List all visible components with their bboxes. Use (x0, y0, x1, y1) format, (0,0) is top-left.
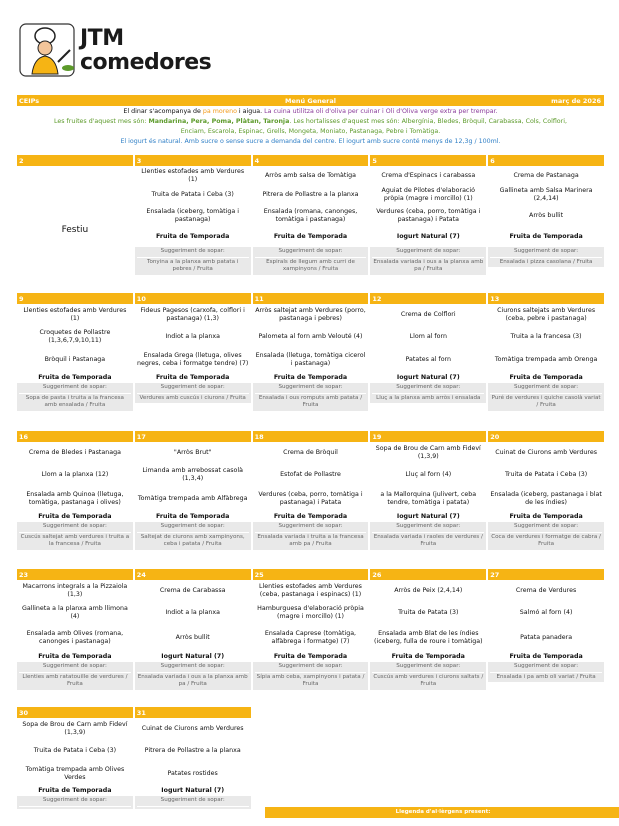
day-cell (370, 431, 486, 569)
suggestion-text: Llenties amb ratatouille de verdures / Fruita (22, 673, 128, 687)
week-row (17, 293, 604, 431)
dinner-suggestion (253, 522, 369, 550)
day-number: 12 (370, 293, 486, 304)
dessert: Iogurt Natural (7) (396, 374, 460, 381)
week-row (17, 569, 604, 707)
note-line-4: El iogurt és natural. Amb sucre o sense sucre a demanda del centre. El iogurt amb sucre conté menys de 12,3g / 100ml. (120, 138, 501, 145)
dessert: Iogurt Natural (7) (161, 787, 225, 794)
first-course: Fideus Pagesos (carxofa, colflori i pastanaga) (1,3) (140, 307, 245, 322)
suggestion-label: Suggeriment de sopar: (137, 797, 249, 807)
day-number: 31 (135, 707, 251, 718)
day-number: 5 (370, 155, 486, 166)
day-number: 16 (17, 431, 133, 442)
first-course: Crema de Carabassa (159, 587, 226, 594)
day-number: 17 (135, 431, 251, 442)
logo-title: JTM (80, 26, 124, 51)
first-course: Crema de Pastanaga (513, 171, 579, 179)
day-cell (17, 569, 133, 707)
suggestion-text: Tonyina a la planxa amb patata i pebres / Fruita (147, 258, 239, 272)
day-number: 10 (135, 293, 251, 304)
side-dish: Ensalada (iceberg, tomàtiga i pastanaga) (146, 208, 239, 223)
side-dish: Ensalada Grega (lletuga, olives negres, ceba i formatge tendre) (7) (137, 352, 249, 367)
suggestion-text: Ensalada i ous romputs amb patata / Fruita (258, 394, 363, 408)
first-course: Macarrons integrals a la Pizzaiola (1,3) (22, 583, 128, 598)
suggestion-label: Suggeriment de sopar: (490, 384, 602, 394)
dinner-suggestion (370, 522, 486, 550)
suggestion-label: Suggeriment de sopar: (372, 384, 484, 394)
suggestion-label: Suggeriment de sopar: (137, 663, 249, 673)
dinner-suggestion (135, 796, 251, 809)
suggestion-text (137, 807, 249, 808)
dessert: Fruita de Temporada (509, 233, 583, 240)
first-course: Crema de Colflori (400, 311, 456, 318)
first-course: Arròs de Peix (2,4,14) (394, 587, 463, 594)
holiday-label: Festiu (61, 224, 89, 235)
dessert: Iogurt Natural (7) (396, 513, 460, 520)
side-dish: Ensalada amb Quinoa (lletuga, tomàtiga, pastanaga i olives) (26, 491, 124, 506)
logo (18, 22, 212, 86)
dessert: Fruita de Temporada (509, 653, 583, 660)
week-row (17, 431, 604, 569)
logo-subtitle: comedores (80, 50, 212, 75)
dessert: Fruita de Temporada (509, 513, 583, 520)
dessert: Fruita de Temporada (156, 233, 230, 240)
suggestion-label: Suggeriment de sopar: (372, 663, 484, 673)
note-text: El dinar s'acompanya de (123, 108, 203, 115)
day-cell (17, 431, 133, 569)
suggestion-label: Suggeriment de sopar: (255, 523, 367, 533)
dinner-suggestion (253, 247, 369, 275)
side-dish: Verdures (ceba, porro, tomàtiga i pastanaga) i Patata (376, 208, 481, 223)
day-number: 13 (488, 293, 604, 304)
second-course: Indiot a la planxa (165, 609, 220, 616)
day-cell (488, 569, 604, 707)
first-course: Llenties estofades amb Verdures (ceba, pastanaga i espinacs) (1) (259, 583, 362, 598)
suggestion-text: Saltejat de ciurons amb xampinyons, ceba i patata / Fruita (140, 533, 245, 547)
dinner-suggestion (488, 662, 604, 682)
first-course: Ciurons saltejats amb Verdures (ceba, pebre i pastanaga) (497, 307, 596, 322)
dessert: Fruita de Temporada (156, 374, 230, 381)
day-number: 4 (253, 155, 369, 166)
suggestion-label: Suggeriment de sopar: (19, 523, 131, 533)
dinner-suggestion (370, 383, 486, 403)
suggestion-text: Ensalada variada i truita a la francesa amb pa / Fruita (257, 533, 364, 547)
suggestion-label: Suggeriment de sopar: (19, 797, 131, 807)
chef-logo-icon (18, 22, 76, 82)
suggestion-label: Suggeriment de sopar: (255, 663, 367, 673)
suggestion-label: Suggeriment de sopar: (137, 384, 249, 394)
dinner-suggestion (135, 522, 251, 550)
suggestion-text: Cuscús saltejat amb verdures i truita a la francesa / Fruita (20, 533, 130, 547)
day-number: 3 (135, 155, 251, 166)
suggestion-label: Suggeriment de sopar: (490, 248, 602, 258)
dessert: Fruita de Temporada (273, 374, 348, 381)
dessert: Fruita de Temporada (38, 374, 112, 381)
second-course: Pitrera de Pollastre a la planxa (262, 191, 359, 198)
second-course: Limanda amb arrebossat casolà (1,3,4) (142, 467, 243, 482)
suggestion-label: Suggeriment de sopar: (490, 663, 602, 673)
dessert: Fruita de Temporada (38, 653, 112, 660)
suggestion-label: Suggeriment de sopar: (255, 248, 367, 258)
side-dish: Tomàtiga trempada amb Alfàbrega (137, 495, 248, 502)
second-course: Pitrera de Pollastre a la planxa (144, 747, 241, 754)
day-cell (488, 155, 604, 293)
second-course: Truita de Patata i Ceba (3) (33, 747, 117, 754)
note-oil: La cuina utilitza oli d'oliva per cuinar i Oli d'Oliva verge extra per trempar. (264, 108, 498, 115)
second-course: Llom a la planxa (12) (41, 471, 109, 478)
day-number: 27 (488, 569, 604, 580)
side-dish: Ensalada (lletuga, tomàtiga cicerol i pastanaga) (255, 352, 366, 367)
week-row (17, 155, 604, 293)
suggestion-text: Puré de verdures i quiche casolà variat / Fruita (491, 394, 601, 408)
note-text: . Les hortalisses d'aquest mes són: Albergínia, Bledes, Bròquil, Carabassa, Cols, Colflori, (289, 118, 568, 125)
day-number: 19 (370, 431, 486, 442)
suggestion-label: Suggeriment de sopar: (137, 248, 249, 258)
second-course: Palometa al forn amb Velouté (4) (258, 332, 363, 340)
side-dish: a la Mallorquina (julivert, ceba tendre, tomàtiga i patata) (380, 491, 477, 506)
first-course: Sopa de Brou de Carn amb Fideví (1,3,9) (22, 721, 128, 736)
menu-calendar (17, 155, 604, 815)
dessert: Fruita de Temporada (273, 653, 348, 660)
dinner-suggestion (135, 247, 251, 275)
day-number: 11 (253, 293, 369, 304)
menu-notes (17, 107, 604, 147)
suggestion-text: Verdures amb cuscús i ciurons / Fruita (139, 394, 246, 401)
dinner-suggestion (17, 796, 133, 809)
side-dish: Patates al forn (405, 356, 452, 363)
second-course: Truita de Patata i Ceba (3) (504, 471, 588, 478)
empty-day-cell (370, 707, 486, 809)
second-course: Hamburguesa d'elaboració pròpia (magre i morcillo) (1) (257, 605, 364, 620)
day-cell (370, 155, 486, 293)
first-course: Arròs saltejat amb Verdures (porro, pastanaga i pebres) (255, 307, 366, 322)
day-cell (253, 431, 369, 569)
suggestion-text: Ensalada i pa amb oli variat / Fruita (496, 673, 596, 680)
second-course: Salmó al forn (4) (519, 609, 573, 616)
day-number: 25 (253, 569, 369, 580)
note-line-3: Enciam, Escarola, Espinac, Grells, Mongeta, Moniato, Pastanaga, Pebre i Tomàtiga. (180, 128, 441, 135)
suggestion-text: Ensalada variada i ous a la planxa amb pa / Fruita (373, 258, 484, 272)
day-cell (488, 431, 604, 569)
day-cell (253, 155, 369, 293)
day-number: 18 (253, 431, 369, 442)
side-dish: Arròs bullit (529, 212, 564, 219)
day-cell (135, 431, 251, 569)
suggestion-text: Ensalada i pizza casolana / Fruita (499, 258, 593, 265)
header-month: març de 2026 (551, 96, 601, 105)
dessert: Fruita de Temporada (273, 513, 348, 520)
suggestion-text: Sopa de pasta i truita a la francesa amb ensalada / Fruita (25, 394, 124, 408)
empty-day-cell (253, 707, 369, 809)
dinner-suggestion (488, 247, 604, 267)
suggestion-label: Suggeriment de sopar: (490, 523, 602, 533)
dessert: Fruita de Temporada (273, 233, 348, 240)
dinner-suggestion (488, 522, 604, 550)
dessert: Fruita de Temporada (38, 787, 112, 794)
side-dish: Ensalada amb Blat de les índies (iceberg, fulla de roure i tomàtiga) (374, 630, 483, 645)
first-course: Cuinat de Ciurons amb Verdures (141, 725, 244, 732)
day-number: 20 (488, 431, 604, 442)
allergen-legend: Llegenda d'al·lèrgens present: (265, 807, 619, 818)
day-cell (17, 155, 133, 293)
side-dish: Ensalada Caprese (tomàtiga, alfàbrega i formatge) (7) (264, 630, 357, 645)
day-cell (488, 293, 604, 431)
first-course: "Arròs Brut" (173, 449, 212, 456)
second-course: Aguiat de Pilotes d'elaboració pròpia (magre i morcillo) (1) (381, 187, 476, 202)
suggestion-text: Ensalada variada i ous a la planxa amb pa / Fruita (137, 673, 248, 687)
second-course: Truita de Patata (3) (398, 609, 459, 616)
note-line-1 (17, 107, 604, 117)
first-course: Crema de Bledes i Pastanaga (28, 449, 121, 456)
suggestion-text: Cuscús amb verdures i ciurons saltats / Fruita (373, 673, 484, 687)
day-cell (253, 293, 369, 431)
side-dish: Ensalada (romana, canonges, tomàtiga i pastanaga) (263, 208, 358, 223)
side-dish: Ensalada (iceberg, pastanaga i blat de les índies) (490, 491, 602, 506)
second-course: Truita a la francesa (3) (510, 332, 582, 340)
dessert: Fruita de Temporada (156, 513, 230, 520)
suggestion-label: Suggeriment de sopar: (372, 248, 484, 258)
day-number: 30 (17, 707, 133, 718)
day-number: 24 (135, 569, 251, 580)
suggestion-text (19, 807, 131, 808)
header-bar (17, 95, 604, 106)
side-dish: Tomàtiga trempada amb Orenga (494, 356, 598, 363)
dinner-suggestion (253, 383, 369, 411)
day-cell (135, 569, 251, 707)
suggestion-label: Suggeriment de sopar: (255, 384, 367, 394)
second-course: Gallineta amb Salsa Marinera (2,4,14) (499, 187, 593, 202)
suggestion-label: Suggeriment de sopar: (19, 663, 131, 673)
dessert: Fruita de Temporada (509, 374, 583, 381)
suggestion-text: Espirals de llegum amb curri de xampinyons / Fruita (266, 258, 355, 272)
second-course: Truita de Patata i Ceba (3) (151, 191, 234, 198)
day-cell (17, 293, 133, 431)
note-fruits: Mandarina, Pera, Poma, Plàtan, Taronja (148, 118, 290, 125)
side-dish: Ensalada amb Olives (romana, canonges i pastanaga) (26, 630, 124, 645)
first-course: Crema de Bròquil (283, 449, 338, 456)
first-course: Crema de Verdures (515, 587, 577, 594)
day-number: 2 (17, 155, 133, 166)
first-course: Llenties estofades amb Verdures (1) (141, 167, 245, 183)
day-cell (370, 293, 486, 431)
day-number: 23 (17, 569, 133, 580)
dinner-suggestion (253, 662, 369, 690)
day-cell (135, 707, 251, 809)
suggestion-text: Lluç a la planxa amb arròs i ensalada (376, 394, 481, 401)
second-course: Croquetes de Pollastre (1,3,6,7,9,10,11) (39, 328, 111, 344)
dessert: Fruita de Temporada (38, 513, 112, 520)
first-course: Cuinat de Ciurons amb Verdures (495, 449, 597, 456)
suggestion-text: Coca de verdures i formatge de cabra / Fruita (491, 533, 601, 547)
first-course: Sopa de Brou de Carn amb Fideví (1,3,9) (375, 445, 481, 460)
suggestion-text: Ensalada variada i raoles de verdures / Fruita (373, 533, 483, 547)
second-course: Estofat de Pollastre (280, 471, 341, 478)
dinner-suggestion (135, 662, 251, 690)
side-dish: Patates rostides (167, 770, 218, 777)
note-bread: pa moreno (202, 108, 237, 115)
suggestion-label: Suggeriment de sopar: (137, 523, 249, 533)
side-dish: Arròs bullit (175, 634, 210, 641)
second-course: Gallineta a la planxa amb llimona (4) (21, 605, 128, 620)
note-line-2 (17, 117, 604, 127)
first-course: Llenties estofades amb Verdures (1) (23, 307, 127, 322)
note-text: i aigua. (236, 108, 265, 115)
dessert: Fruita de Temporada (391, 653, 465, 660)
dessert: Iogurt Natural (7) (161, 653, 225, 660)
day-cell (370, 569, 486, 707)
empty-day-cell (488, 707, 604, 809)
note-text: Les fruites d'aquest mes són: (53, 118, 149, 125)
dinner-suggestion (17, 383, 133, 411)
header-title: Menú General (285, 96, 336, 105)
first-course: Arròs amb salsa de Tomàtiga (265, 171, 356, 179)
header-schools: CEIPs (19, 96, 40, 105)
day-cell (17, 707, 133, 809)
second-course: Lluç al forn (4) (405, 471, 452, 478)
side-dish: Verdures (ceba, porro, tomàtiga i pastanaga) i Patata (258, 491, 363, 506)
dessert: Iogurt Natural (7) (396, 233, 460, 240)
second-course: Llom al forn (409, 332, 447, 340)
dinner-suggestion (17, 662, 133, 690)
second-course: Indiot a la planxa (165, 332, 220, 340)
side-dish: Bròquil i Pastanaga (44, 356, 106, 363)
day-number: 26 (370, 569, 486, 580)
dinner-suggestion (488, 383, 604, 411)
first-course: Crema d'Espinacs i carabassa (381, 171, 476, 179)
day-number: 6 (488, 155, 604, 166)
dinner-suggestion (17, 522, 133, 550)
dinner-suggestion (135, 383, 251, 403)
day-cell (253, 569, 369, 707)
suggestion-text: Sípia amb ceba, xampinyons i patata / Fruita (256, 673, 365, 687)
week-row (17, 707, 604, 803)
day-cell (135, 293, 251, 431)
dinner-suggestion (370, 662, 486, 690)
suggestion-label: Suggeriment de sopar: (19, 384, 131, 394)
side-dish: Tomàtiga trempada amb Olives Verdes (25, 766, 125, 781)
dinner-suggestion (370, 247, 486, 275)
day-cell (135, 155, 251, 293)
suggestion-label: Suggeriment de sopar: (372, 523, 484, 533)
day-number: 9 (17, 293, 133, 304)
side-dish: Patata panadera (520, 634, 573, 641)
